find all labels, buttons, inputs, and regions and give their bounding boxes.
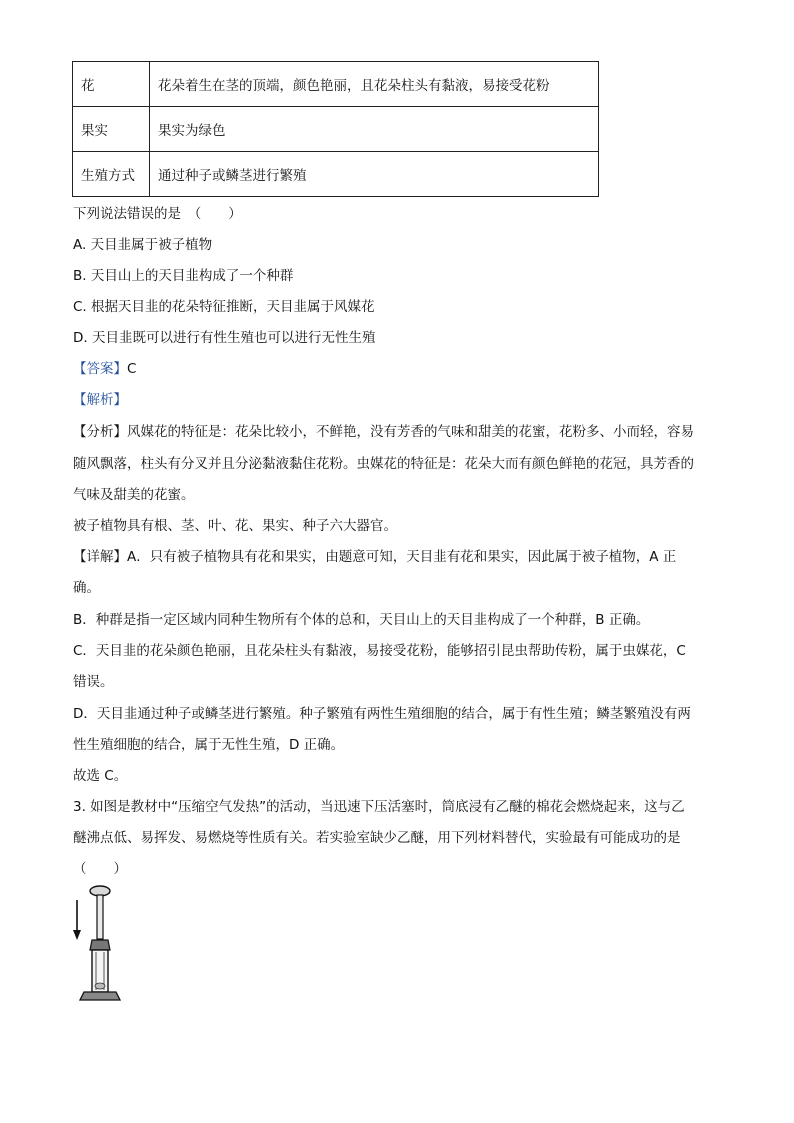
- table-value-cell: 花朵着生在茎的顶端，颜色艳丽，且花朵柱头有黏液，易接受花粉: [150, 62, 599, 107]
- table-key-cell: 花: [73, 62, 150, 107]
- question-prompt: 下列说法错误的是 （ ）: [73, 206, 242, 222]
- detail-text: A．只有被子植物具有花和果实，由题意可知，天目韭有花和果实，因此属于被子植物，A 正: [127, 549, 677, 565]
- analysis-line: 气味及甜美的花蜜。: [73, 487, 195, 503]
- table-value-cell: 通过种子或鳞茎进行繁殖: [150, 152, 599, 197]
- question3-line: 3. 如图是教材中“压缩空气发热”的活动，当迅速下压活塞时，筒底浸有乙醚的棉花会燃烧起来，这与乙: [73, 799, 685, 815]
- detail-line: B．种群是指一定区域内同种生物所有个体的总和，天目山上的天目韭构成了一个种群，B 正确。: [73, 612, 650, 628]
- analysis-line: 随风飘落，柱头有分叉并且分泌黏液黏住花粉。虫媒花的特征是：花朵大而有颜色鲜艳的花冠，具芳香的: [73, 456, 694, 472]
- option-a: A. 天目韭属于被子植物: [73, 237, 213, 253]
- traits-table: [72, 61, 599, 197]
- option-d: D. 天目韭既可以进行有性生殖也可以进行无性生殖: [73, 330, 376, 346]
- detail-line: [73, 547, 676, 567]
- question3-choice-bracket: （ ）: [73, 861, 127, 877]
- detail-line: D．天目韭通过种子或鳞茎进行繁殖。种子繁殖有两性生殖细胞的结合，属于有性生殖；鳞茎繁殖没有两: [73, 706, 691, 722]
- detail-line: C．天目韭的花朵颜色艳丽，且花朵柱头有黏液，易接受花粉，能够招引昆虫帮助传粉，属于虫媒花，C: [73, 643, 686, 659]
- analysis-text: 风媒花的特征是：花朵比较小，不鲜艳，没有芳香的气味和甜美的花蜜，花粉多、小而轻，容易: [127, 424, 694, 440]
- cotton-ball: [95, 983, 105, 989]
- detail-line: 错误。: [73, 674, 114, 690]
- table-key-cell: 果实: [73, 107, 150, 152]
- analysis-tag: 【解析】: [73, 392, 127, 408]
- analysis-line: 被子植物具有根、茎、叶、花、果实、种子六大器官。: [73, 518, 397, 534]
- detail-line: 确。: [73, 580, 100, 596]
- answer-tag: 【答案】: [73, 361, 127, 377]
- table-key-cell: 生殖方式: [73, 152, 150, 197]
- question3-line: 醚沸点低、易挥发、易燃烧等性质有关。若实验室缺少乙醚，用下列材料替代，实验最有可能成功的是: [73, 830, 681, 846]
- table-row: [73, 62, 599, 107]
- option-c: C. 根据天目韭的花朵特征推断，天目韭属于风媒花: [73, 299, 375, 315]
- piston-rod: [97, 895, 103, 939]
- analysis-line: [73, 422, 694, 442]
- table-value-cell: 果实为绿色: [150, 107, 599, 152]
- answer-line: [73, 359, 136, 379]
- detail-label: 【详解】: [73, 549, 127, 565]
- analysis-label: 【分析】: [73, 424, 127, 440]
- compression-apparatus-figure: [70, 882, 130, 1010]
- detail-line: 性生殖细胞的结合，属于无性生殖，D 正确。: [73, 737, 345, 753]
- table-row: [73, 152, 599, 197]
- apparatus-base: [80, 992, 120, 1000]
- table-row: [73, 107, 599, 152]
- conclusion-line: 故选 C。: [73, 768, 128, 784]
- option-b: B. 天目山上的天目韭构成了一个种群: [73, 268, 294, 284]
- answer-value: C: [127, 361, 137, 377]
- down-arrow-icon: [73, 900, 81, 940]
